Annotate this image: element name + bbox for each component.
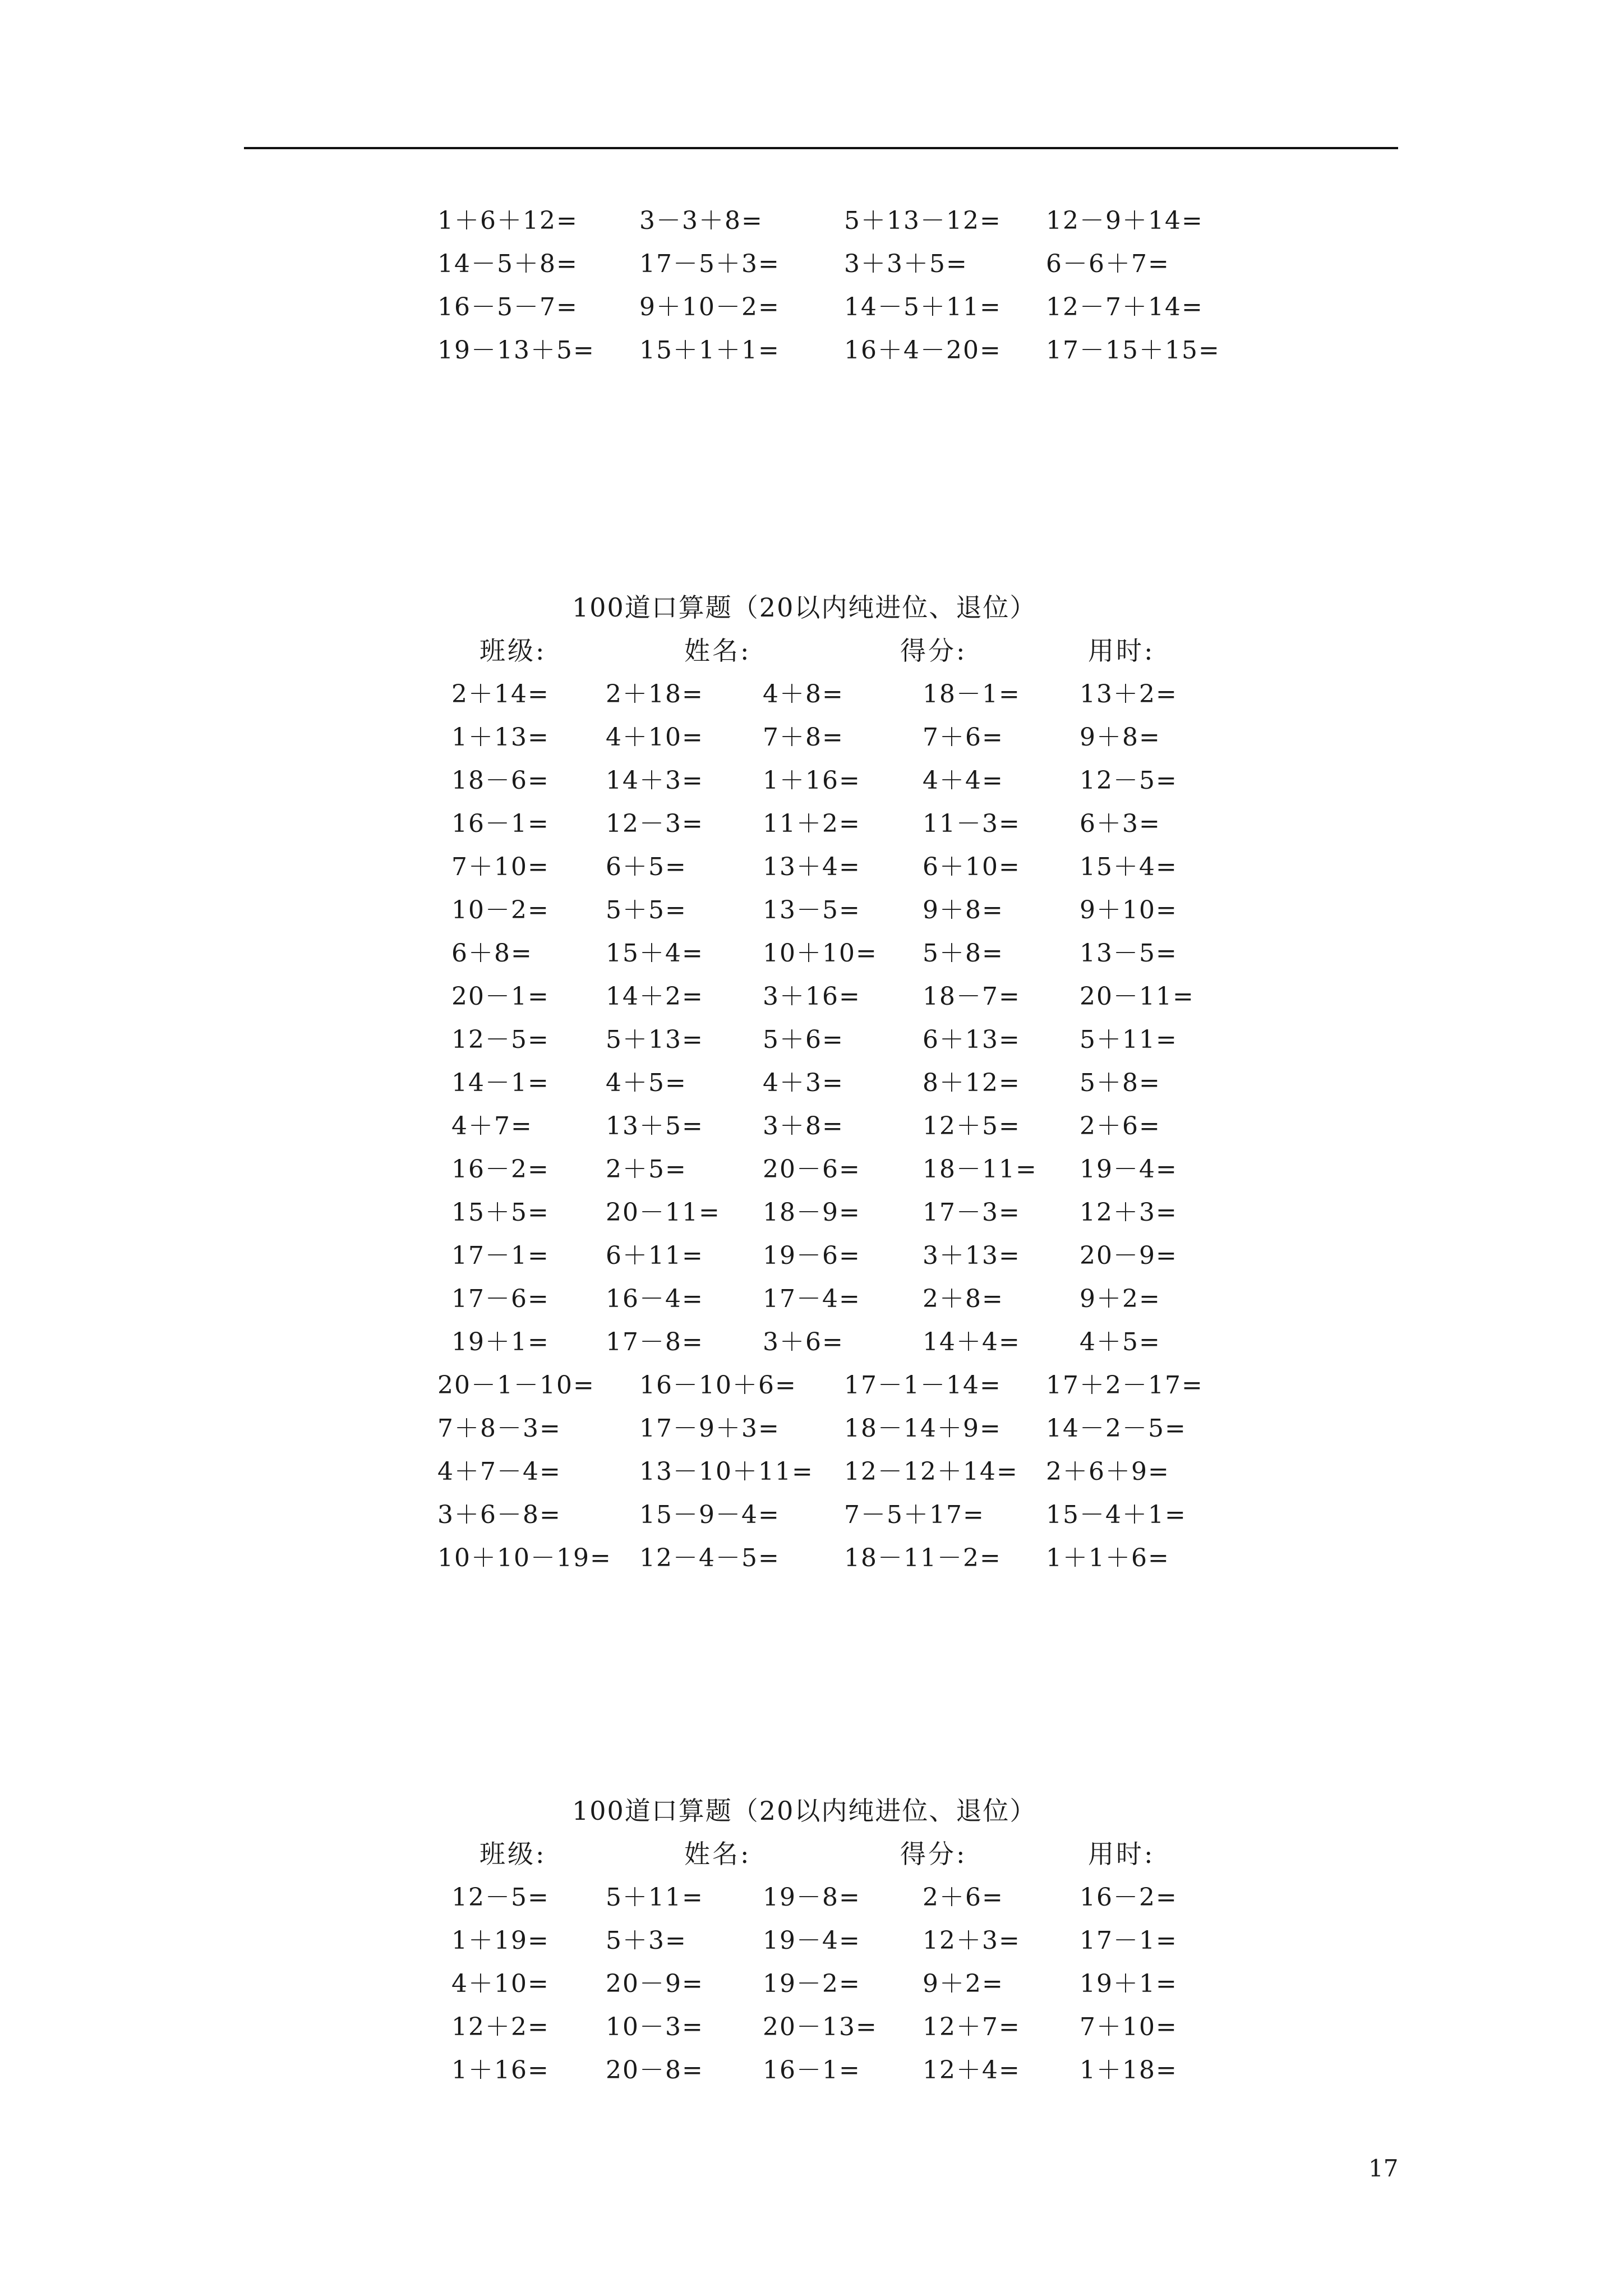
problem-cell: 19＋1=	[451, 1328, 550, 1356]
problem-cell: 12＋7=	[923, 2013, 1021, 2041]
problem-cell: 20－1=	[451, 982, 550, 1011]
problem-cell: 9＋2=	[1080, 1285, 1161, 1313]
problem-row	[0, 1277, 1623, 1320]
problem-cell: 16＋4－20=	[844, 336, 1002, 365]
problem-cell: 12＋3=	[923, 1926, 1021, 1955]
problem-row	[0, 1148, 1623, 1191]
problem-cell: 16－4=	[606, 1285, 704, 1313]
problem-cell: 12＋4=	[923, 2056, 1021, 2085]
problem-cell: 13－10＋11=	[639, 1457, 814, 1486]
problem-cell: 17－1=	[1080, 1926, 1178, 1955]
page-number: 17	[1368, 2155, 1399, 2182]
problem-cell: 18－9=	[763, 1198, 861, 1227]
problem-cell: 17－1－14=	[844, 1371, 1002, 1400]
header-rule	[244, 147, 1398, 149]
problem-cell: 6＋10=	[923, 853, 1021, 881]
problem-cell: 20－9=	[1080, 1241, 1178, 1270]
problem-cell: 20－13=	[763, 2013, 878, 2041]
problem-cell: 5＋8=	[1080, 1069, 1161, 1097]
problem-cell: 12－9＋14=	[1046, 206, 1204, 235]
problem-cell: 2＋5=	[606, 1155, 687, 1184]
problem-cell: 12－3=	[606, 809, 704, 838]
problem-row	[0, 242, 1623, 286]
problem-cell: 13＋4=	[763, 853, 861, 881]
problem-cell: 2＋6=	[1080, 1112, 1161, 1140]
problem-cell: 20－11=	[606, 1198, 721, 1227]
problem-cell: 19－2=	[763, 1970, 861, 1998]
problem-cell: 12－7＋14=	[1046, 293, 1204, 321]
problem-cell: 9＋8=	[1080, 723, 1161, 752]
problem-cell: 1＋18=	[1080, 2056, 1178, 2085]
problem-cell: 4＋4=	[923, 766, 1004, 795]
time-label: 用时:	[1088, 1839, 1155, 1869]
problem-cell: 3＋3＋5=	[844, 250, 968, 278]
problem-cell: 19－4=	[1080, 1155, 1178, 1184]
problem-cell: 5＋11=	[1080, 1025, 1178, 1054]
problem-cell: 14＋2=	[606, 982, 704, 1011]
score-label: 得分:	[900, 636, 967, 666]
problem-cell: 6＋5=	[606, 853, 687, 881]
problem-cell: 12－5=	[451, 1025, 550, 1054]
problem-cell: 7－5＋17=	[844, 1501, 985, 1529]
problem-cell: 4＋8=	[763, 680, 844, 708]
name-label: 姓名:	[684, 636, 751, 666]
problem-row	[0, 286, 1623, 329]
problem-row	[0, 1018, 1623, 1061]
problem-cell: 3＋6－8=	[437, 1501, 561, 1529]
worksheet-title: 100道口算题（20以内纯进位、退位）	[572, 592, 1037, 623]
problem-cell: 12－5=	[451, 1883, 550, 1912]
problem-row	[0, 975, 1623, 1018]
problem-cell: 20－6=	[763, 1155, 861, 1184]
problem-cell: 2＋6=	[923, 1883, 1004, 1912]
problem-cell: 16－10＋6=	[639, 1371, 797, 1400]
problem-cell: 4＋7=	[451, 1112, 533, 1140]
problem-cell: 1＋19=	[451, 1926, 550, 1955]
problem-cell: 12＋2=	[451, 2013, 550, 2041]
problem-cell: 5＋5=	[606, 896, 687, 924]
problem-cell: 10＋10=	[763, 939, 878, 968]
problem-cell: 18－11－2=	[844, 1544, 1002, 1572]
problem-cell: 2＋14=	[451, 680, 550, 708]
problem-cell: 20－1－10=	[437, 1371, 595, 1400]
problem-cell: 6＋3=	[1080, 809, 1161, 838]
problem-cell: 1＋6＋12=	[437, 206, 578, 235]
problem-cell: 9＋8=	[923, 896, 1004, 924]
problem-row	[0, 1450, 1623, 1493]
problem-cell: 17－3=	[923, 1198, 1021, 1227]
problem-row	[0, 1493, 1623, 1536]
problem-cell: 7＋10=	[1080, 2013, 1178, 2041]
problem-cell: 20－9=	[606, 1970, 704, 1998]
problem-cell: 1＋16=	[763, 766, 861, 795]
problem-row	[0, 1061, 1623, 1105]
problem-cell: 9＋2=	[923, 1970, 1004, 1998]
problem-cell: 8＋12=	[923, 1069, 1021, 1097]
problem-cell: 5＋3=	[606, 1926, 687, 1955]
problem-row	[0, 716, 1623, 759]
problem-cell: 5＋11=	[606, 1883, 704, 1912]
problem-cell: 4＋5=	[1080, 1328, 1161, 1356]
problem-row	[0, 1320, 1623, 1364]
problem-row	[0, 889, 1623, 932]
problem-cell: 14－2－5=	[1046, 1414, 1187, 1443]
problem-cell: 19－6=	[763, 1241, 861, 1270]
problem-cell: 4＋5=	[606, 1069, 687, 1097]
problem-cell: 11＋2=	[763, 809, 861, 838]
problem-cell: 15－4＋1=	[1046, 1501, 1187, 1529]
problem-cell: 12－12＋14=	[844, 1457, 1018, 1486]
problem-cell: 4＋3=	[763, 1069, 844, 1097]
problem-cell: 20－11=	[1080, 982, 1195, 1011]
class-label: 班级:	[479, 1839, 547, 1869]
problem-cell: 18－6=	[451, 766, 550, 795]
problem-cell: 18－7=	[923, 982, 1021, 1011]
problem-cell: 14－1=	[451, 1069, 550, 1097]
problem-cell: 19－13＋5=	[437, 336, 595, 365]
problem-cell: 7＋6=	[923, 723, 1004, 752]
problem-cell: 16－1=	[451, 809, 550, 838]
problem-cell: 17－1=	[451, 1241, 550, 1270]
problem-cell: 10－2=	[451, 896, 550, 924]
problem-cell: 1＋13=	[451, 723, 550, 752]
problem-row	[0, 1919, 1623, 1962]
problem-cell: 14＋3=	[606, 766, 704, 795]
problem-cell: 7＋8－3=	[437, 1414, 561, 1443]
problem-row	[0, 1105, 1623, 1148]
problem-cell: 16－5－7=	[437, 293, 578, 321]
problem-cell: 3＋16=	[763, 982, 861, 1011]
problem-row	[0, 802, 1623, 845]
problem-row	[0, 1234, 1623, 1277]
problem-cell: 6－6＋7=	[1046, 250, 1170, 278]
problem-cell: 15＋1＋1=	[639, 336, 780, 365]
problem-cell: 5＋13=	[606, 1025, 704, 1054]
problem-cell: 13－5=	[1080, 939, 1178, 968]
problem-cell: 3＋13=	[923, 1241, 1021, 1270]
problem-cell: 4＋10=	[606, 723, 704, 752]
problem-cell: 5＋6=	[763, 1025, 844, 1054]
problem-cell: 17－8=	[606, 1328, 704, 1356]
problem-row	[0, 1876, 1623, 1919]
problem-cell: 15＋4=	[1080, 853, 1178, 881]
problem-cell: 6＋13=	[923, 1025, 1021, 1054]
problem-row	[0, 1962, 1623, 2005]
problem-cell: 17－4=	[763, 1285, 861, 1313]
problem-cell: 9＋10=	[1080, 896, 1178, 924]
worksheet-title: 100道口算题（20以内纯进位、退位）	[572, 1796, 1037, 1826]
problem-cell: 2＋8=	[923, 1285, 1004, 1313]
problem-row	[0, 673, 1623, 716]
problem-cell: 12－5=	[1080, 766, 1178, 795]
problem-cell: 2＋6＋9=	[1046, 1457, 1170, 1486]
problem-cell: 16－2=	[451, 1155, 550, 1184]
problem-cell: 12＋3=	[1080, 1198, 1178, 1227]
time-label: 用时:	[1088, 636, 1155, 666]
problem-row	[0, 932, 1623, 975]
problem-cell: 16－2=	[1080, 1883, 1178, 1912]
problem-row	[0, 1536, 1623, 1580]
problem-cell: 9＋10－2=	[639, 293, 780, 321]
problem-cell: 1＋16=	[451, 2056, 550, 2085]
problem-cell: 14－5＋11=	[844, 293, 1002, 321]
class-label: 班级:	[479, 636, 547, 666]
problem-cell: 17＋2－17=	[1046, 1371, 1204, 1400]
problem-row	[0, 329, 1623, 372]
problem-cell: 13＋2=	[1080, 680, 1178, 708]
problem-row	[0, 2049, 1623, 2092]
problem-cell: 18－11=	[923, 1155, 1038, 1184]
problem-cell: 2＋18=	[606, 680, 704, 708]
problem-cell: 10＋10－19=	[437, 1544, 612, 1572]
problem-cell: 15＋5=	[451, 1198, 550, 1227]
problem-cell: 5＋8=	[923, 939, 1004, 968]
problem-cell: 16－1=	[763, 2056, 861, 2085]
problem-cell: 12－4－5=	[639, 1544, 780, 1572]
problem-cell: 4＋7－4=	[437, 1457, 561, 1486]
problem-cell: 7＋10=	[451, 853, 550, 881]
problem-cell: 1＋1＋6=	[1046, 1544, 1170, 1572]
problem-cell: 3－3＋8=	[639, 206, 763, 235]
problem-cell: 11－3=	[923, 809, 1021, 838]
problem-cell: 5＋13－12=	[844, 206, 1002, 235]
problem-row	[0, 1364, 1623, 1407]
problem-cell: 17－5＋3=	[639, 250, 780, 278]
problem-cell: 13＋5=	[606, 1112, 704, 1140]
problem-row	[0, 845, 1623, 889]
problem-cell: 19＋1=	[1080, 1970, 1178, 1998]
problem-cell: 19－4=	[763, 1926, 861, 1955]
problem-cell: 3＋6=	[763, 1328, 844, 1356]
problem-row	[0, 199, 1623, 242]
problem-row	[0, 2005, 1623, 2049]
problem-cell: 17－9＋3=	[639, 1414, 780, 1443]
problem-row	[0, 1191, 1623, 1234]
problem-cell: 19－8=	[763, 1883, 861, 1912]
problem-cell: 4＋10=	[451, 1970, 550, 1998]
problem-cell: 6＋11=	[606, 1241, 704, 1270]
problem-cell: 17－15＋15=	[1046, 336, 1220, 365]
name-label: 姓名:	[684, 1839, 751, 1869]
problem-cell: 12＋5=	[923, 1112, 1021, 1140]
problem-cell: 15＋4=	[606, 939, 704, 968]
problem-row	[0, 759, 1623, 802]
problem-cell: 14＋4=	[923, 1328, 1021, 1356]
problem-row	[0, 1407, 1623, 1450]
problem-cell: 20－8=	[606, 2056, 704, 2085]
problem-cell: 18－14＋9=	[844, 1414, 1002, 1443]
problem-cell: 15－9－4=	[639, 1501, 780, 1529]
problem-cell: 10－3=	[606, 2013, 704, 2041]
problem-cell: 14－5＋8=	[437, 250, 578, 278]
score-label: 得分:	[900, 1839, 967, 1869]
problem-cell: 18－1=	[923, 680, 1021, 708]
problem-cell: 3＋8=	[763, 1112, 844, 1140]
problem-cell: 17－6=	[451, 1285, 550, 1313]
problem-cell: 6＋8=	[451, 939, 533, 968]
problem-cell: 7＋8=	[763, 723, 844, 752]
problem-cell: 13－5=	[763, 896, 861, 924]
